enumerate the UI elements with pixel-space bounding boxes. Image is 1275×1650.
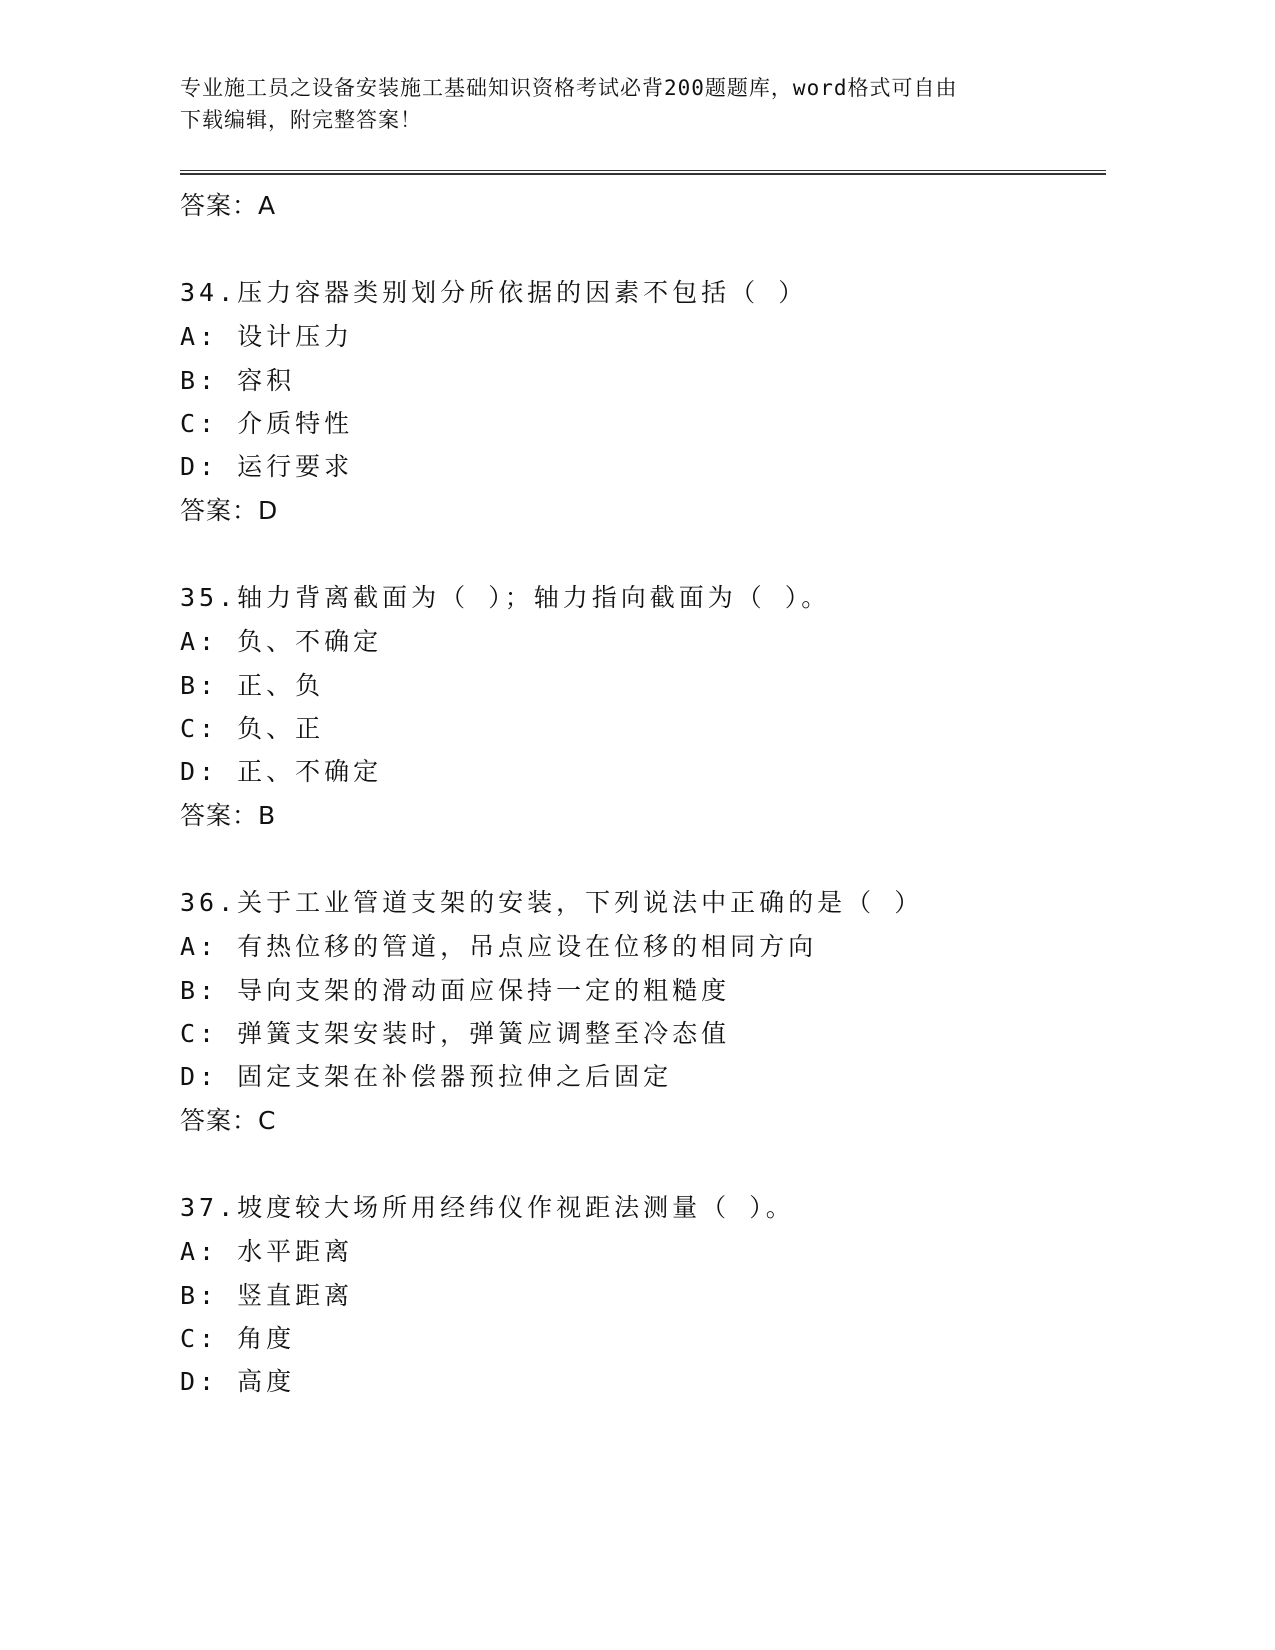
question-stem: 37.坡度较大场所用经纬仪作视距法测量（ ）。 <box>180 1193 795 1222</box>
question-stem: 35.轴力背离截面为（ ）；轴力指向截面为（ ）。 <box>180 583 831 612</box>
option-a: A: 负、不确定 <box>180 627 383 656</box>
option-a: A: 设计压力 <box>180 322 354 351</box>
option-c: C: 介质特性 <box>180 409 354 438</box>
document-header <box>180 72 1040 136</box>
option-a: A: 有热位移的管道，吊点应设在位移的相同方向 <box>180 932 818 961</box>
question-stem: 36.关于工业管道支架的安装，下列说法中正确的是（ ） <box>180 888 924 917</box>
option-b: B: 容积 <box>180 366 296 395</box>
option-d: D: 正、不确定 <box>180 757 383 786</box>
option-b: B: 导向支架的滑动面应保持一定的粗糙度 <box>180 976 731 1005</box>
answer-line: 答案：D <box>180 496 279 525</box>
option-b: B: 竖直距离 <box>180 1281 354 1310</box>
option-c: C: 负、正 <box>180 714 325 743</box>
option-d: D: 运行要求 <box>180 452 354 481</box>
option-d: D: 高度 <box>180 1367 296 1396</box>
answer-line: 答案：A <box>180 191 277 220</box>
answer-line: 答案：C <box>180 1106 277 1135</box>
option-d: D: 固定支架在补偿器预拉伸之后固定 <box>180 1062 673 1091</box>
question-stem: 34.压力容器类别划分所依据的因素不包括（ ） <box>180 278 808 307</box>
option-c: C: 弹簧支架安装时，弹簧应调整至冷态值 <box>180 1019 731 1048</box>
option-c: C: 角度 <box>180 1324 296 1353</box>
option-a: A: 水平距离 <box>180 1237 354 1266</box>
answer-line: 答案：B <box>180 801 277 830</box>
header-line-1: 专业施工员之设备安装施工基础知识资格考试必背200题题库，word格式可自由 <box>180 76 958 100</box>
option-b: B: 正、负 <box>180 671 325 700</box>
header-divider <box>180 170 1106 175</box>
header-line-2: 下载编辑，附完整答案！ <box>180 108 422 132</box>
